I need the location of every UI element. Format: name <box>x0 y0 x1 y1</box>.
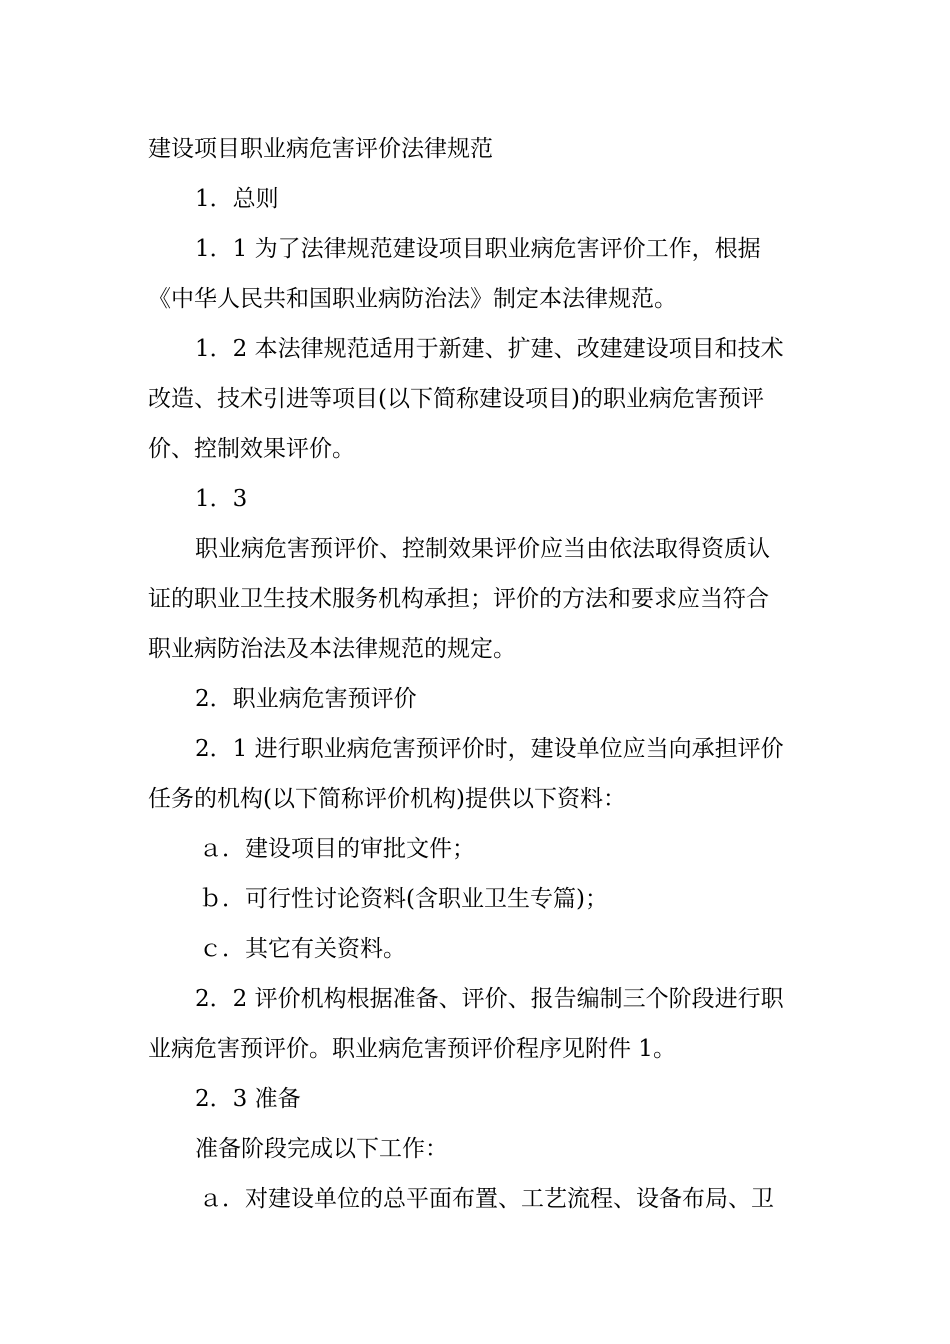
paragraph-1-1-line-2: 《中华人民共和国职业病防治法》制定本法律规范。 <box>148 286 677 312</box>
section-heading-2-3: 2．3 准备 <box>195 1086 301 1112</box>
paragraph-2-3-intro: 准备阶段完成以下工作： <box>195 1136 448 1162</box>
paragraph-2-2-line-1: 2．2 评价机构根据准备、评价、报告编制三个阶段进行职 <box>195 986 784 1012</box>
paragraph-2-2-line-2: 业病危害预评价。职业病危害预评价程序见附件 1。 <box>148 1036 676 1062</box>
paragraph-1-2-line-2: 改造、技术引进等项目(以下简称建设项目)的职业病危害预评 <box>148 386 764 412</box>
paragraph-1-3-line-1: 职业病危害预评价、控制效果评价应当由依法取得资质认 <box>195 536 770 562</box>
paragraph-1-2-line-1: 1．2 本法律规范适用于新建、扩建、改建建设项目和技术 <box>195 336 784 362</box>
paragraph-1-2-line-3: 价、控制效果评价。 <box>148 436 355 462</box>
paragraph-1-1-line-1: 1．1 为了法律规范建设项目职业病危害评价工作，根据 <box>195 236 761 262</box>
list-item-a: ａ．建设项目的审批文件； <box>199 836 475 862</box>
paragraph-1-3-line-2: 证的职业卫生技术服务机构承担；评价的方法和要求应当符合 <box>148 586 769 612</box>
paragraph-2-1-line-2: 任务的机构(以下简称评价机构)提供以下资料： <box>148 786 626 812</box>
paragraph-1-3-line-3: 职业病防治法及本法律规范的规定。 <box>148 636 516 662</box>
list-item-c: ｃ．其它有关资料。 <box>199 936 406 962</box>
list-item-b: ｂ．可行性讨论资料(含职业卫生专篇)； <box>199 886 608 912</box>
clause-number-1-3: 1．3 <box>195 486 248 512</box>
document-title: 建设项目职业病危害评价法律规范 <box>148 136 493 162</box>
list-item-a-2-3: ａ．对建设单位的总平面布置、工艺流程、设备布局、卫 <box>199 1186 774 1212</box>
paragraph-2-1-line-1: 2．1 进行职业病危害预评价时，建设单位应当向承担评价 <box>195 736 784 762</box>
section-heading-1: 1．总则 <box>195 186 279 212</box>
document-body <box>148 124 808 1224</box>
section-heading-2: 2．职业病危害预评价 <box>195 686 417 712</box>
